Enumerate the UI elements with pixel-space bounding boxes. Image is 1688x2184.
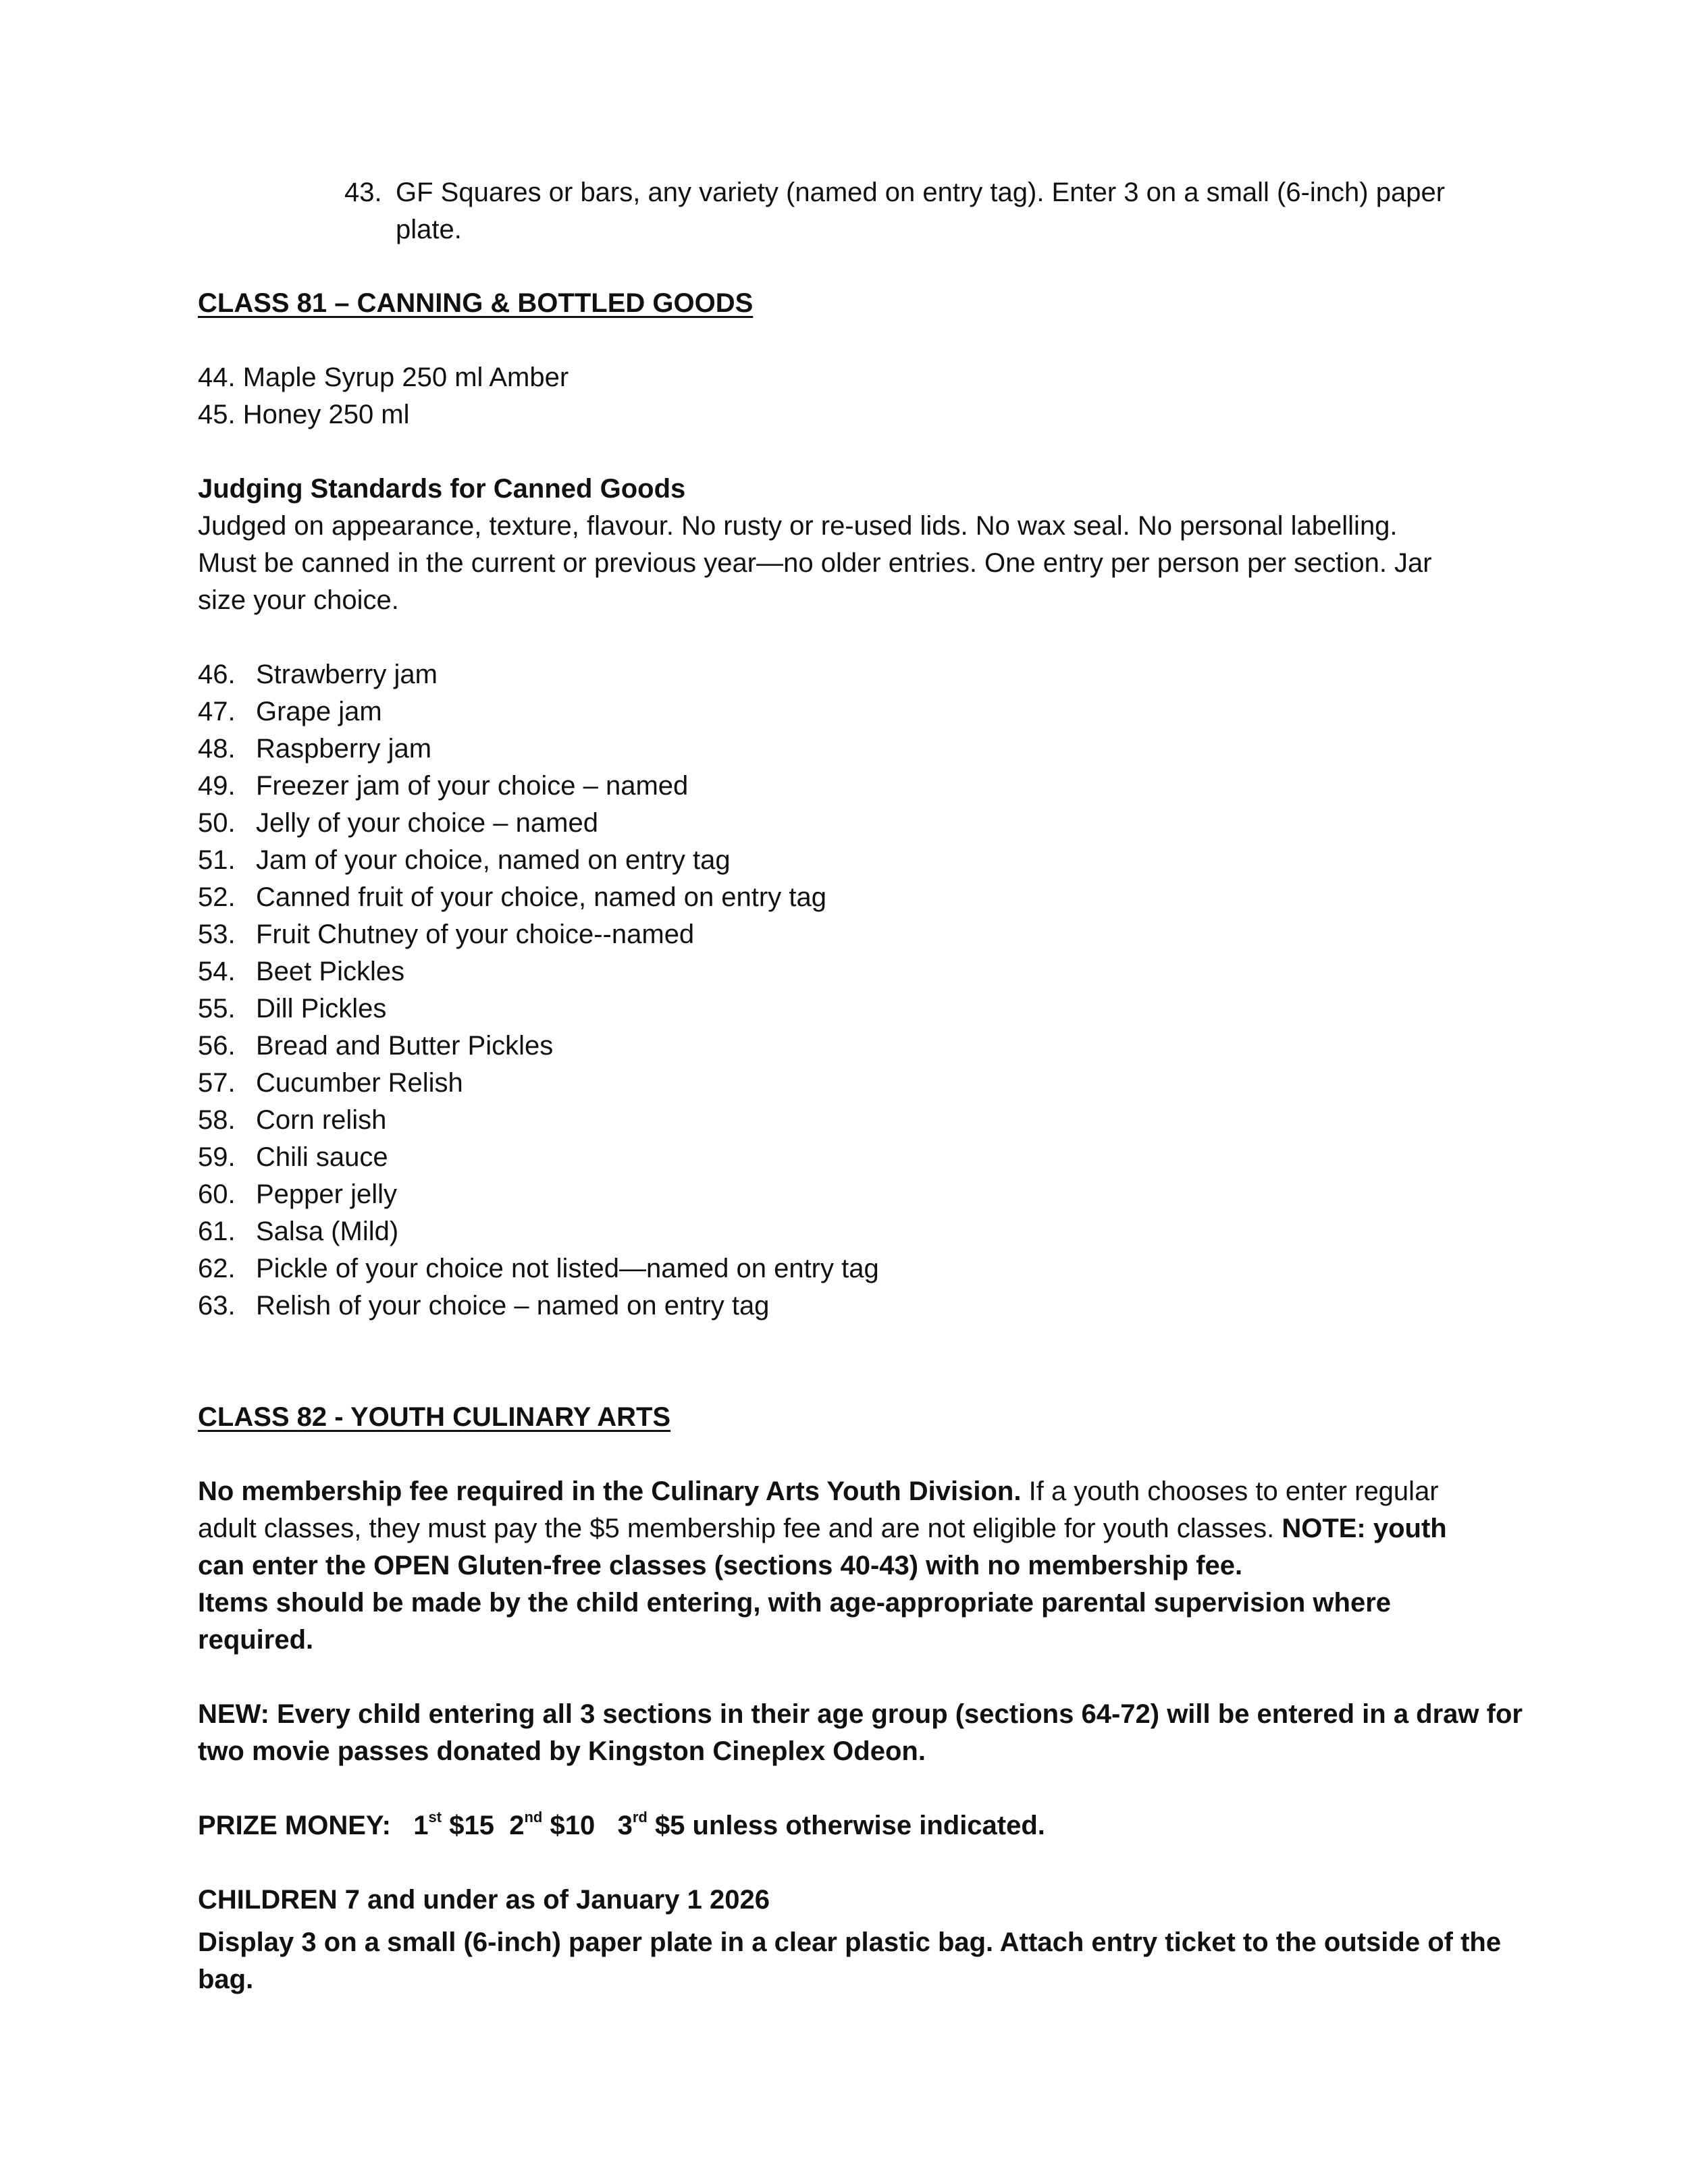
display-instructions-line: bag. <box>198 1965 254 1994</box>
youth-para-text: If a youth chooses to enter regular <box>1021 1476 1439 1506</box>
item-43-continuation: plate. <box>396 215 462 244</box>
list-item <box>198 1028 553 1064</box>
list-item <box>198 1287 769 1324</box>
item-number: 62. <box>198 1254 236 1283</box>
prize-first-place: 1 <box>413 1811 429 1840</box>
item-label: Raspberry jam <box>256 734 432 764</box>
item-number: 49. <box>198 771 236 801</box>
item-number: 43. <box>344 178 382 207</box>
youth-para-line: required. <box>198 1625 314 1655</box>
item-label: Dill Pickles <box>256 994 387 1023</box>
item-number: 48. <box>198 734 236 764</box>
item-number: 54. <box>198 957 236 986</box>
item-label: Grape jam <box>256 697 382 726</box>
item-label: Beet Pickles <box>256 957 405 986</box>
item-label: Pickle of your choice not listed—named on entry tag <box>256 1254 879 1283</box>
item-label: Jelly of your choice – named <box>256 808 598 838</box>
prize-money-line <box>198 1807 1045 1844</box>
item-label: Freezer jam of your choice – named <box>256 771 689 801</box>
list-item <box>198 1250 879 1287</box>
item-label: Salsa (Mild) <box>256 1217 399 1246</box>
prize-third-amount: $5 unless otherwise indicated. <box>654 1811 1045 1840</box>
list-item <box>198 990 386 1027</box>
prize-second-place: 2 <box>509 1811 525 1840</box>
youth-note-label: NOTE: youth <box>1282 1514 1447 1543</box>
item-label: Pepper jelly <box>256 1179 398 1209</box>
judging-text-line: Judged on appearance, texture, flavour. No rusty or re-used lids. No wax seal. No personal labelling. <box>198 511 1398 541</box>
item-label: Jam of your choice, named on entry tag <box>256 845 731 875</box>
youth-para-line <box>198 1473 1439 1510</box>
item-number: 56. <box>198 1031 236 1061</box>
item-number: 47. <box>198 697 236 726</box>
item-label: Bread and Butter Pickles <box>256 1031 554 1061</box>
item-label: Strawberry jam <box>256 660 438 689</box>
list-item <box>198 953 404 990</box>
item-number: 51. <box>198 845 236 875</box>
list-item <box>198 730 431 767</box>
item-number: 55. <box>198 994 236 1023</box>
list-item <box>198 916 694 953</box>
list-item <box>198 1139 388 1175</box>
item-label: GF Squares or bars, any variety (named on entry tag). Enter 3 on a small (6-inch) paper <box>396 178 1446 207</box>
item-number: 46. <box>198 660 236 689</box>
item-label: Canned fruit of your choice, named on entry tag <box>256 882 826 912</box>
prize-third-suffix: rd <box>632 1808 648 1826</box>
item-number: 52. <box>198 882 236 912</box>
list-item <box>198 842 731 878</box>
judging-text-line: Must be canned in the current or previous year—no older entries. One entry per person per section. Jar <box>198 548 1432 578</box>
class-81-heading: CLASS 81 – CANNING & BOTTLED GOODS <box>198 288 754 318</box>
prize-third-place: 3 <box>617 1811 633 1840</box>
judging-text-line: size your choice. <box>198 585 399 615</box>
list-item <box>198 1176 397 1213</box>
prize-first-suffix: st <box>428 1808 442 1826</box>
youth-para-line: Items should be made by the child entering, with age-appropriate parental supervision where <box>198 1588 1392 1618</box>
item-number: 57. <box>198 1068 236 1098</box>
display-instructions-line: Display 3 on a small (6-inch) paper plate in a clear plastic bag. Attach entry ticket to the outside of the <box>198 1927 1502 1957</box>
youth-para-line <box>198 1510 1447 1547</box>
item-number: 50. <box>198 808 236 838</box>
list-item <box>198 805 598 841</box>
prize-label: PRIZE MONEY: <box>198 1811 391 1840</box>
list-item <box>198 656 438 693</box>
item-number: 58. <box>198 1105 236 1135</box>
item-45: 45. Honey 250 ml <box>198 400 410 429</box>
item-number: 53. <box>198 920 236 949</box>
youth-para-line: can enter the OPEN Gluten-free classes (sections 40-43) with no membership fee. <box>198 1551 1243 1580</box>
item-label: Cucumber Relish <box>256 1068 463 1098</box>
item-label: Fruit Chutney of your choice--named <box>256 920 695 949</box>
item-44: 44. Maple Syrup 250 ml Amber <box>198 363 569 392</box>
youth-para-text: adult classes, they must pay the $5 membership fee and are not eligible for youth classes. <box>198 1514 1282 1543</box>
prize-second-suffix: nd <box>524 1808 543 1826</box>
children-heading: CHILDREN 7 and under as of January 1 2026 <box>198 1885 770 1915</box>
judging-heading: Judging Standards for Canned Goods <box>198 474 686 504</box>
item-number: 61. <box>198 1217 236 1246</box>
list-item <box>198 879 826 915</box>
item-label: Corn relish <box>256 1105 387 1135</box>
item-number: 60. <box>198 1179 236 1209</box>
class-82-heading: CLASS 82 - YOUTH CULINARY ARTS <box>198 1402 671 1432</box>
prize-first-amount: $15 <box>449 1811 494 1840</box>
youth-fee-note: No membership fee required in the Culinary Arts Youth Division. <box>198 1476 1022 1506</box>
item-label: Chili sauce <box>256 1142 388 1172</box>
list-item <box>198 693 382 730</box>
list-item <box>198 1102 386 1138</box>
new-draw-line: two movie passes donated by Kingston Cineplex Odeon. <box>198 1736 926 1766</box>
list-item <box>198 1213 398 1250</box>
item-label: Relish of your choice – named on entry tag <box>256 1291 770 1321</box>
list-item <box>198 768 688 804</box>
item-43 <box>344 174 1445 211</box>
item-number: 63. <box>198 1291 236 1321</box>
new-draw-line: NEW: Every child entering all 3 sections in their age group (sections 64-72) will be entered in a draw for <box>198 1699 1523 1729</box>
prize-second-amount: $10 <box>550 1811 596 1840</box>
list-item <box>198 1065 463 1101</box>
item-number: 59. <box>198 1142 236 1172</box>
